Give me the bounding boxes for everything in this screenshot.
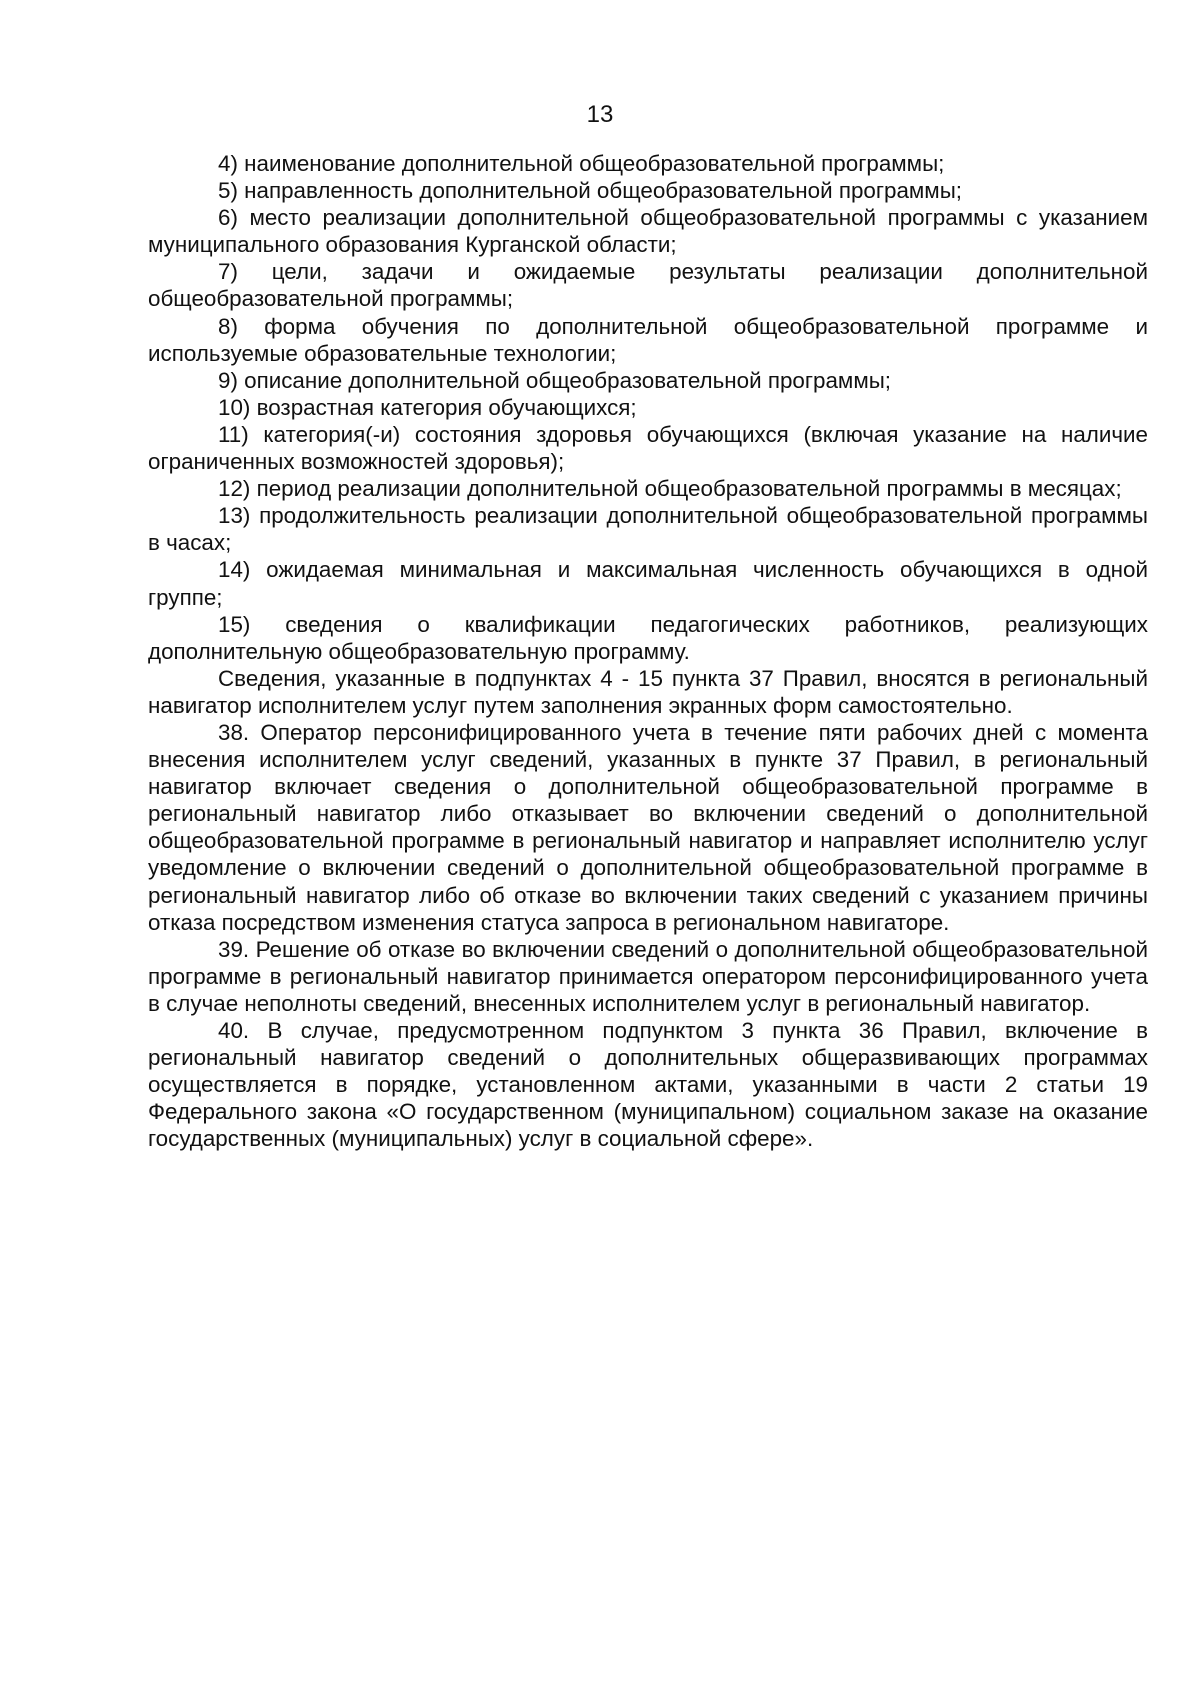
clause-39: 39. Решение об отказе во включении сведений о дополнительной общеобразовательной программе в региональный навигатор принимается оператором персонифицированного учета в случае неполноты сведений, внесенных исполнителем услуг в региональный навигатор. xyxy=(148,936,1148,1016)
list-item-9: 9) описание дополнительной общеобразовательной программы; xyxy=(218,367,892,393)
list-item-6: 6) место реализации дополнительной общеобразовательной программы с указанием муниципального образования Курганской области; xyxy=(148,205,1148,258)
list-item-12: 12) период реализации дополнительной общеобразовательной программы в месяцах; xyxy=(218,476,1122,502)
list-item-14: 14) ожидаемая минимальная и максимальная численность обучающихся в одной группе; xyxy=(148,557,1148,610)
info-paragraph: Сведения, указанные в подпунктах 4 - 15 пункта 37 Правил, вносятся в региональный навигатор исполнителем услуг путем заполнения экранных форм самостоятельно. xyxy=(148,665,1148,718)
list-item-7: 7) цели, задачи и ожидаемые результаты реализации дополнительной общеобразовательной программы; xyxy=(148,259,1148,312)
list-item-11: 11) категория(-и) состояния здоровья обучающихся (включая указание на наличие ограниченных возможностей здоровья); xyxy=(148,421,1148,475)
list-item-10: 10) возрастная категория обучающихся; xyxy=(218,394,637,420)
clause-38: 38. Оператор персонифицированного учета в течение пяти рабочих дней с момента внесения исполнителем услуг сведений, указанных в пункте 37 Правил, в региональный навигатор включает сведения о дополнительной общеобразовательной программе в региональный навигатор либо отказывает во включении сведений о дополнительной общеобразовательной программе в региональный навигатор и направляет исполнителю услуг уведомление о включении сведений о дополнительной общеобразовательной программе в региональный навигатор либо об отказе во включении таких сведений с указанием причины отказа посредством изменения статуса запроса в региональном навигаторе. xyxy=(148,719,1148,935)
list-item-5: 5) направленность дополнительной общеобразовательной программы; xyxy=(218,178,963,204)
list-item-4: 4) наименование дополнительной общеобразовательной программы; xyxy=(218,151,945,176)
page-number: 13 xyxy=(586,101,614,128)
list-item-8: 8) форма обучения по дополнительной общеобразовательной программе и используемые образовательные технологии; xyxy=(148,313,1148,366)
clause-40: 40. В случае, предусмотренном подпунктом 3 пункта 36 Правил, включение в региональный навигатор сведений о дополнительных общеразвивающих программах осуществляется в порядке, установленном актами, указанными в части 2 статьи 19 Федерального закона «О государственном (муниципальном) социальном заказе на оказание государственных (муниципальных) услуг в социальной сфере». xyxy=(148,1018,1148,1152)
document-body xyxy=(148,150,1148,1152)
list-item-13: 13) продолжительность реализации дополнительной общеобразовательной программы в часах; xyxy=(148,503,1148,556)
list-item-15: 15) сведения о квалификации педагогических работников, реализующих дополнительную общеобразовательную программу. xyxy=(148,611,1148,664)
